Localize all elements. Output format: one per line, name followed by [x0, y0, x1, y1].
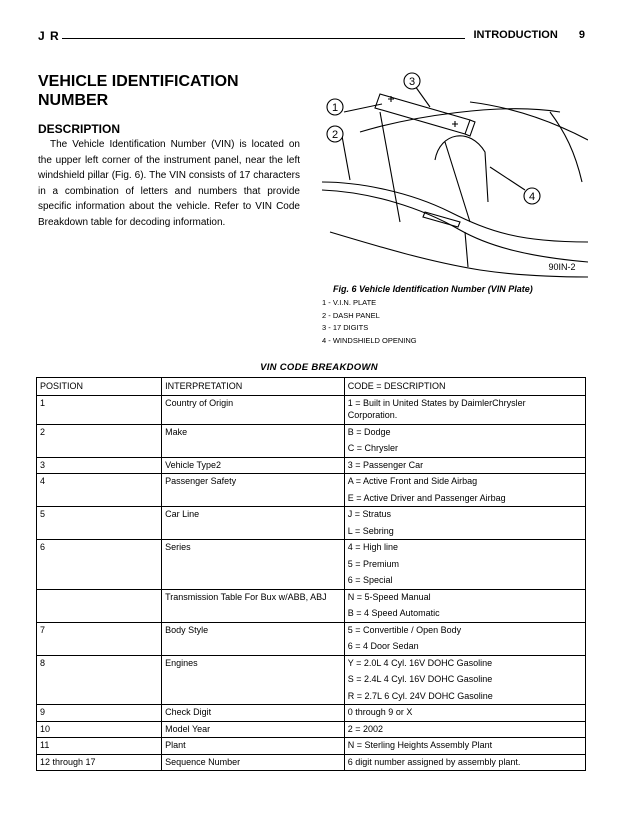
cell-interpretation: Engines	[162, 655, 345, 705]
section-heading: DESCRIPTION	[38, 122, 121, 136]
cell-position: 1	[37, 395, 162, 424]
cell-code	[344, 705, 585, 722]
page-header	[38, 24, 585, 44]
cell-position: 7	[37, 622, 162, 655]
callout-2: 2	[331, 129, 339, 141]
header-right	[473, 29, 585, 41]
cell-interpretation: Transmission Table For Bux w/ABB, ABJ	[162, 589, 345, 622]
cell-code	[344, 474, 585, 507]
cell-interpretation: Country of Origin	[162, 395, 345, 424]
cell-interpretation: Plant	[162, 738, 345, 755]
table-row	[37, 622, 586, 655]
cell-code	[344, 424, 585, 457]
cell-code	[344, 395, 585, 424]
column-header-code: CODE = DESCRIPTION	[344, 378, 585, 396]
vin-code-table	[36, 377, 586, 771]
vin-plate-illustration	[320, 72, 588, 282]
cell-position: 5	[37, 507, 162, 540]
code-line: 6 digit number assigned by assembly plant.	[347, 756, 521, 767]
code-line: N = 5-Speed Manual	[347, 591, 431, 602]
legend-item: 2 - DASH PANEL	[322, 310, 380, 320]
header-rule	[62, 38, 465, 39]
cell-code	[344, 655, 585, 705]
column-header-interpretation: INTERPRETATION	[162, 378, 345, 396]
cell-position: 6	[37, 540, 162, 590]
table-row	[37, 395, 586, 424]
callout-1: 1	[331, 102, 339, 114]
cell-interpretation: Car Line	[162, 507, 345, 540]
code-line: S = 2.4L 4 Cyl. 16V DOHC Gasoline	[347, 674, 493, 684]
code-line: 5 = Premium	[347, 558, 400, 569]
page-number: 9	[578, 29, 585, 41]
code-line: A = Active Front and Side Airbag	[347, 476, 478, 486]
table-row	[37, 424, 586, 457]
table-row	[37, 721, 586, 738]
figure-caption: Fig. 6 Vehicle Identification Number (VIN Plate)	[333, 284, 533, 294]
code-line: E = Active Driver and Passenger Airbag	[347, 492, 506, 503]
code-line: Y = 2.0L 4 Cyl. 16V DOHC Gasoline	[347, 657, 493, 668]
code-line: B = Dodge	[347, 426, 391, 437]
vin-plate-figure	[320, 72, 588, 282]
cell-position	[37, 589, 162, 622]
table-row	[37, 474, 586, 507]
legend-item: 4 - WINDSHIELD OPENING	[322, 335, 417, 345]
cell-interpretation: Model Year	[162, 721, 345, 738]
table-header-row	[37, 378, 586, 396]
table-row	[37, 589, 586, 622]
callout-3: 3	[408, 76, 416, 88]
cell-position: 9	[37, 705, 162, 722]
cell-position: 12 through 17	[37, 754, 162, 771]
column-header-position: POSITION	[37, 378, 162, 396]
code-line: 2 = 2002	[347, 723, 384, 734]
cell-interpretation: Sequence Number	[162, 754, 345, 771]
code-line: 6 = Special	[347, 575, 393, 585]
code-line: C = Chrysler	[347, 443, 399, 453]
table-row	[37, 507, 586, 540]
cell-position: 10	[37, 721, 162, 738]
header-left-code: J R	[38, 29, 60, 43]
code-line: J = Stratus	[347, 509, 392, 519]
cell-code	[344, 589, 585, 622]
legend-item: 1 - V.I.N. PLATE	[322, 298, 377, 307]
cell-code	[344, 622, 585, 655]
code-line: 0 through 9 or X	[347, 707, 413, 717]
cell-code	[344, 457, 585, 474]
code-line: 4 = High line	[347, 542, 399, 552]
cell-code	[344, 738, 585, 755]
code-line: 6 = 4 Door Sedan	[347, 641, 419, 651]
code-line: N = Sterling Heights Assembly Plant	[347, 740, 493, 750]
cell-position: 4	[37, 474, 162, 507]
cell-interpretation: Body Style	[162, 622, 345, 655]
cell-code	[344, 721, 585, 738]
code-line: Corporation.	[347, 410, 398, 420]
cell-interpretation: Vehicle Type2	[162, 457, 345, 474]
cell-code	[344, 540, 585, 590]
cell-interpretation: Passenger Safety	[162, 474, 345, 507]
table-title: VIN CODE BREAKDOWN	[260, 362, 378, 373]
cell-position: 2	[37, 424, 162, 457]
figure-code: 90IN-2	[548, 262, 576, 272]
code-line: R = 2.7L 6 Cyl. 24V DOHC Gasoline	[347, 690, 493, 701]
table-row	[37, 540, 586, 590]
table-row	[37, 655, 586, 705]
callout-4: 4	[528, 191, 536, 203]
table-row	[37, 457, 586, 474]
code-line: 3 = Passenger Car	[347, 459, 424, 470]
table-row	[37, 738, 586, 755]
cell-position: 11	[37, 738, 162, 755]
code-line: 1 = Built in United States by DaimlerChrysler	[347, 397, 526, 408]
code-line: 5 = Convertible / Open Body	[347, 624, 462, 635]
page-title: VEHICLE IDENTIFICATION NUMBER	[38, 73, 239, 109]
table-row	[37, 705, 586, 722]
cell-interpretation: Make	[162, 424, 345, 457]
table-body	[37, 395, 586, 771]
table-row	[37, 754, 586, 771]
body-paragraph	[38, 137, 300, 230]
code-line: L = Sebring	[347, 525, 394, 536]
cell-interpretation: Check Digit	[162, 705, 345, 722]
header-section: INTRODUCTION	[473, 29, 558, 41]
legend-item: 3 - 17 DIGITS	[322, 323, 369, 332]
cell-interpretation: Series	[162, 540, 345, 590]
body-text: The Vehicle Identification Number (VIN) is located on the upper left corner of the instrument panel, near the left windshield pillar (Fig. 6). The VIN consists of 17 characters in a combination of letters and numbers that provide specific information about the vehicle. Refer to VIN Code Breakdown table for decoding information.	[38, 139, 300, 228]
figure-legend	[322, 297, 417, 347]
cell-position: 8	[37, 655, 162, 705]
code-line: B = 4 Speed Automatic	[347, 608, 440, 618]
cell-position: 3	[37, 457, 162, 474]
cell-code	[344, 754, 585, 771]
cell-code	[344, 507, 585, 540]
